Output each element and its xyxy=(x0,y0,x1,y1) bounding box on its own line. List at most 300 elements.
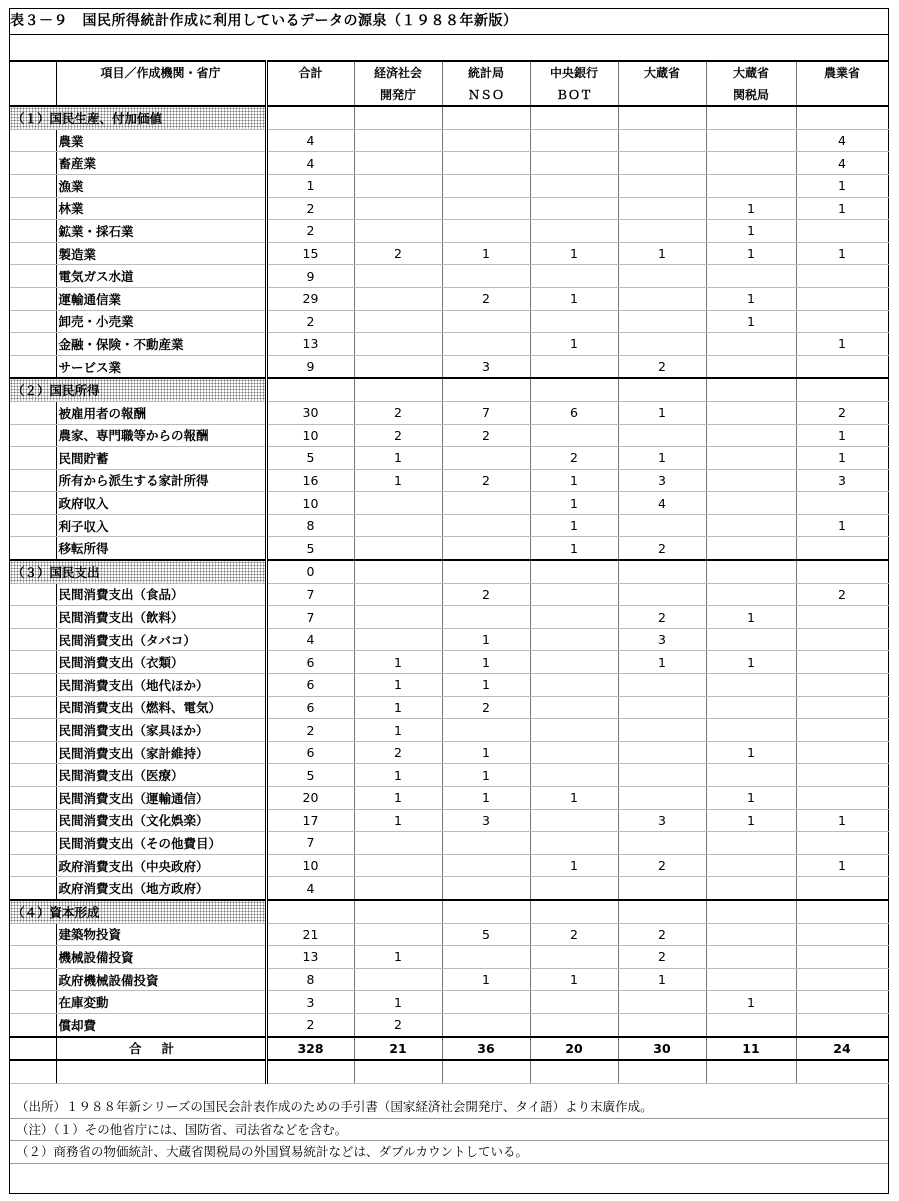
value-cell: 1 xyxy=(354,719,442,742)
value-cell xyxy=(618,560,706,583)
value-cell: 1 xyxy=(706,242,796,265)
value-cell xyxy=(266,900,354,923)
value-cell xyxy=(706,537,796,560)
value-cell xyxy=(530,991,618,1014)
value-cell xyxy=(354,152,442,175)
item-label: 運輸通信業 xyxy=(56,287,266,310)
table-row xyxy=(10,197,888,220)
value-cell: 30 xyxy=(266,401,354,424)
value-cell: 13 xyxy=(266,333,354,356)
value-cell xyxy=(618,424,706,447)
value-cell xyxy=(618,129,706,152)
value-cell: 2 xyxy=(354,741,442,764)
value-cell xyxy=(706,968,796,991)
total-value: 20 xyxy=(530,1037,618,1061)
value-cell: 21 xyxy=(266,923,354,946)
table-row xyxy=(10,242,888,265)
header-nso: ＮＳＯ xyxy=(442,84,530,107)
value-cell: 1 xyxy=(442,628,530,651)
value-cell xyxy=(354,514,442,537)
value-cell: 2 xyxy=(266,197,354,220)
value-cell xyxy=(530,832,618,855)
value-cell xyxy=(706,719,796,742)
table-row xyxy=(10,923,888,946)
blank-cell xyxy=(618,1060,706,1083)
value-cell xyxy=(796,106,888,129)
value-cell xyxy=(796,310,888,333)
table-row xyxy=(10,651,888,674)
item-label: 民間消費支出（タバコ） xyxy=(56,628,266,651)
value-cell: 4 xyxy=(266,628,354,651)
value-cell xyxy=(442,174,530,197)
total-label: 合計 xyxy=(56,1037,266,1061)
value-cell: 2 xyxy=(530,923,618,946)
value-cell xyxy=(442,537,530,560)
value-cell xyxy=(530,424,618,447)
value-cell: 3 xyxy=(442,809,530,832)
item-label: 電気ガス水道 xyxy=(56,265,266,288)
value-cell xyxy=(354,220,442,243)
value-cell xyxy=(354,628,442,651)
value-cell xyxy=(354,106,442,129)
table-row xyxy=(10,968,888,991)
value-cell: 3 xyxy=(266,991,354,1014)
value-cell xyxy=(618,719,706,742)
row-spacer xyxy=(10,583,56,606)
item-label: 被雇用者の報酬 xyxy=(56,401,266,424)
value-cell: 4 xyxy=(618,492,706,515)
value-cell: 2 xyxy=(618,854,706,877)
header-nesdb: 経済社会 xyxy=(354,61,442,84)
value-cell: 4 xyxy=(796,129,888,152)
value-cell xyxy=(354,287,442,310)
value-cell xyxy=(796,741,888,764)
row-spacer xyxy=(10,174,56,197)
blank-cell xyxy=(10,1060,56,1083)
row-spacer xyxy=(10,401,56,424)
value-cell: 1 xyxy=(354,946,442,969)
table-row xyxy=(10,469,888,492)
value-cell: 6 xyxy=(266,696,354,719)
section-label: （１）国民生産、付加価値 xyxy=(10,106,266,129)
value-cell: 1 xyxy=(530,333,618,356)
item-label: サービス業 xyxy=(56,355,266,378)
table-row xyxy=(10,674,888,697)
value-cell: 1 xyxy=(796,333,888,356)
row-spacer xyxy=(10,355,56,378)
value-cell xyxy=(618,787,706,810)
table-row xyxy=(10,877,888,900)
row-spacer xyxy=(10,741,56,764)
value-cell: 1 xyxy=(706,310,796,333)
value-cell: 2 xyxy=(442,583,530,606)
blank-cell xyxy=(56,1060,266,1083)
value-cell: 29 xyxy=(266,287,354,310)
table-row xyxy=(10,946,888,969)
item-label: 償却費 xyxy=(56,1013,266,1036)
row-spacer xyxy=(10,333,56,356)
row-spacer xyxy=(10,447,56,470)
value-cell xyxy=(796,265,888,288)
table-row xyxy=(10,401,888,424)
value-cell xyxy=(442,106,530,129)
value-cell xyxy=(354,877,442,900)
value-cell xyxy=(530,378,618,401)
value-cell: 1 xyxy=(530,469,618,492)
blank-cell xyxy=(530,1060,618,1083)
value-cell xyxy=(442,946,530,969)
value-cell xyxy=(796,378,888,401)
value-cell xyxy=(442,854,530,877)
row-spacer xyxy=(10,674,56,697)
value-cell: 1 xyxy=(796,242,888,265)
item-label: 農業 xyxy=(56,129,266,152)
value-cell: 15 xyxy=(266,242,354,265)
value-cell: 13 xyxy=(266,946,354,969)
item-label: 畜産業 xyxy=(56,152,266,175)
value-cell xyxy=(442,606,530,629)
value-cell: 5 xyxy=(266,537,354,560)
value-cell: 1 xyxy=(618,651,706,674)
value-cell xyxy=(706,696,796,719)
table-row xyxy=(10,787,888,810)
value-cell: 1 xyxy=(706,787,796,810)
value-cell: 2 xyxy=(618,923,706,946)
header-spacer xyxy=(10,61,56,84)
item-label: 民間消費支出（衣類） xyxy=(56,651,266,674)
row-spacer xyxy=(10,628,56,651)
table-row xyxy=(10,492,888,515)
table-row xyxy=(10,310,888,333)
value-cell: 10 xyxy=(266,424,354,447)
value-cell xyxy=(354,606,442,629)
item-label: 政府消費支出（地方政府） xyxy=(56,877,266,900)
value-cell xyxy=(530,220,618,243)
value-cell xyxy=(618,220,706,243)
item-label: 移転所得 xyxy=(56,537,266,560)
value-cell xyxy=(706,854,796,877)
value-cell: 1 xyxy=(706,197,796,220)
value-cell xyxy=(442,877,530,900)
value-cell xyxy=(706,674,796,697)
header-nesdb: 開発庁 xyxy=(354,84,442,107)
item-label: 民間消費支出（地代ほか） xyxy=(56,674,266,697)
row-spacer xyxy=(10,310,56,333)
header-item xyxy=(56,84,266,107)
value-cell xyxy=(354,378,442,401)
row-spacer xyxy=(10,946,56,969)
value-cell xyxy=(618,197,706,220)
item-label: 農家、専門職等からの報酬 xyxy=(56,424,266,447)
value-cell: 2 xyxy=(354,242,442,265)
value-cell: 1 xyxy=(354,809,442,832)
value-cell xyxy=(354,310,442,333)
value-cell xyxy=(796,923,888,946)
header-mof: 大蔵省 xyxy=(618,61,706,84)
value-cell xyxy=(530,174,618,197)
value-cell: 1 xyxy=(530,514,618,537)
value-cell xyxy=(618,741,706,764)
table-row xyxy=(10,741,888,764)
value-cell xyxy=(796,787,888,810)
blank-cell xyxy=(354,1060,442,1083)
value-cell xyxy=(354,537,442,560)
value-cell: 10 xyxy=(266,492,354,515)
value-cell: 1 xyxy=(706,287,796,310)
value-cell xyxy=(530,265,618,288)
value-cell xyxy=(530,1013,618,1036)
value-cell xyxy=(530,946,618,969)
value-cell: 1 xyxy=(618,968,706,991)
table-row xyxy=(10,537,888,560)
total-row xyxy=(10,1037,888,1061)
value-cell xyxy=(706,877,796,900)
section-row xyxy=(10,378,888,401)
table-row xyxy=(10,265,888,288)
row-spacer xyxy=(10,764,56,787)
value-cell xyxy=(706,560,796,583)
value-cell xyxy=(618,265,706,288)
value-cell: 2 xyxy=(618,537,706,560)
value-cell: 2 xyxy=(796,401,888,424)
item-label: 機械設備投資 xyxy=(56,946,266,969)
value-cell: 0 xyxy=(266,560,354,583)
value-cell xyxy=(796,719,888,742)
value-cell: 9 xyxy=(266,265,354,288)
value-cell xyxy=(266,378,354,401)
value-cell: 2 xyxy=(530,447,618,470)
value-cell xyxy=(354,854,442,877)
value-cell xyxy=(530,583,618,606)
value-cell xyxy=(706,946,796,969)
value-cell: 3 xyxy=(442,355,530,378)
value-cell xyxy=(442,152,530,175)
row-spacer xyxy=(10,514,56,537)
value-cell: 5 xyxy=(266,447,354,470)
value-cell xyxy=(442,514,530,537)
value-cell: 1 xyxy=(354,469,442,492)
value-cell: 4 xyxy=(266,877,354,900)
value-cell xyxy=(706,378,796,401)
item-label: 民間消費支出（家具ほか） xyxy=(56,719,266,742)
note-line: （出所）１９８８年新シリーズの国民会計表作成のための手引書（国家経済社会開発庁、タイ語）より末廣作成。 xyxy=(10,1096,888,1119)
value-cell xyxy=(618,378,706,401)
value-cell xyxy=(796,696,888,719)
row-spacer xyxy=(10,265,56,288)
total-value: 30 xyxy=(618,1037,706,1061)
value-cell xyxy=(618,832,706,855)
row-spacer xyxy=(10,220,56,243)
value-cell xyxy=(442,447,530,470)
value-cell xyxy=(354,832,442,855)
row-spacer xyxy=(10,991,56,1014)
value-cell: 1 xyxy=(706,809,796,832)
section-label: （２）国民所得 xyxy=(10,378,266,401)
item-label: 製造業 xyxy=(56,242,266,265)
row-spacer xyxy=(10,787,56,810)
value-cell xyxy=(796,991,888,1014)
value-cell xyxy=(530,560,618,583)
value-cell xyxy=(530,877,618,900)
value-cell xyxy=(706,152,796,175)
value-cell: 1 xyxy=(354,651,442,674)
value-cell: 1 xyxy=(442,968,530,991)
value-cell: 2 xyxy=(618,606,706,629)
item-label: 民間貯蓄 xyxy=(56,447,266,470)
value-cell xyxy=(354,900,442,923)
value-cell xyxy=(796,287,888,310)
row-spacer xyxy=(10,606,56,629)
value-cell xyxy=(442,265,530,288)
row-spacer xyxy=(10,1013,56,1036)
value-cell xyxy=(706,106,796,129)
header-total xyxy=(266,84,354,107)
value-cell: 17 xyxy=(266,809,354,832)
value-cell xyxy=(796,946,888,969)
value-cell: 1 xyxy=(530,854,618,877)
value-cell: 4 xyxy=(796,152,888,175)
value-cell xyxy=(618,991,706,1014)
value-cell xyxy=(706,265,796,288)
table-row xyxy=(10,514,888,537)
row-spacer xyxy=(10,719,56,742)
value-cell xyxy=(530,674,618,697)
value-cell: 20 xyxy=(266,787,354,810)
value-cell xyxy=(354,355,442,378)
table-row xyxy=(10,628,888,651)
note-line: （注）（１）その他省庁には、国防省、司法省などを含む。 xyxy=(10,1119,888,1142)
value-cell xyxy=(618,333,706,356)
item-label: 政府機械設備投資 xyxy=(56,968,266,991)
value-cell xyxy=(442,832,530,855)
row-spacer xyxy=(10,696,56,719)
value-cell xyxy=(706,469,796,492)
value-cell: 2 xyxy=(618,946,706,969)
value-cell: 6 xyxy=(266,741,354,764)
value-cell: 1 xyxy=(354,991,442,1014)
value-cell xyxy=(442,310,530,333)
value-cell xyxy=(530,628,618,651)
value-cell xyxy=(530,900,618,923)
data-source-table xyxy=(10,60,889,1084)
value-cell: 2 xyxy=(266,719,354,742)
table-row xyxy=(10,764,888,787)
table-row xyxy=(10,832,888,855)
value-cell: 1 xyxy=(706,606,796,629)
value-cell xyxy=(796,560,888,583)
value-cell xyxy=(618,174,706,197)
value-cell: 1 xyxy=(530,968,618,991)
value-cell xyxy=(530,764,618,787)
value-cell xyxy=(618,1013,706,1036)
note-line: （２）商務省の物価統計、大蔵省関税局の外国貿易統計などは、ダブルカウントしている。 xyxy=(10,1141,888,1164)
item-label: 在庫変動 xyxy=(56,991,266,1014)
value-cell: 1 xyxy=(266,174,354,197)
value-cell: 2 xyxy=(354,1013,442,1036)
table-row xyxy=(10,287,888,310)
total-value: 21 xyxy=(354,1037,442,1061)
row-spacer xyxy=(10,968,56,991)
value-cell: 1 xyxy=(796,854,888,877)
value-cell: 6 xyxy=(530,401,618,424)
value-cell: 1 xyxy=(530,242,618,265)
value-cell: 1 xyxy=(354,696,442,719)
value-cell xyxy=(530,719,618,742)
value-cell: 2 xyxy=(442,469,530,492)
value-cell xyxy=(706,583,796,606)
table-row xyxy=(10,333,888,356)
value-cell: 1 xyxy=(796,514,888,537)
value-cell xyxy=(618,764,706,787)
row-spacer xyxy=(10,809,56,832)
value-cell xyxy=(354,265,442,288)
value-cell xyxy=(442,1013,530,1036)
value-cell xyxy=(442,492,530,515)
value-cell xyxy=(442,719,530,742)
header-agriculture: 農業省 xyxy=(796,61,888,84)
value-cell xyxy=(530,741,618,764)
value-cell xyxy=(706,129,796,152)
row-spacer xyxy=(10,537,56,560)
blank-cell xyxy=(442,1060,530,1083)
table-row xyxy=(10,719,888,742)
value-cell: 6 xyxy=(266,651,354,674)
value-cell xyxy=(442,220,530,243)
value-cell: 6 xyxy=(266,674,354,697)
value-cell xyxy=(796,606,888,629)
item-label: 政府収入 xyxy=(56,492,266,515)
value-cell xyxy=(354,333,442,356)
value-cell xyxy=(796,900,888,923)
table-row xyxy=(10,696,888,719)
value-cell: 1 xyxy=(706,991,796,1014)
value-cell: 10 xyxy=(266,854,354,877)
value-cell: 2 xyxy=(266,220,354,243)
value-cell xyxy=(796,674,888,697)
value-cell xyxy=(530,310,618,333)
value-cell xyxy=(618,583,706,606)
table-row xyxy=(10,220,888,243)
value-cell xyxy=(796,651,888,674)
header-row xyxy=(10,84,888,107)
value-cell xyxy=(354,174,442,197)
value-cell: 2 xyxy=(354,401,442,424)
row-spacer xyxy=(10,287,56,310)
value-cell: 1 xyxy=(442,242,530,265)
item-label: 卸売・小売業 xyxy=(56,310,266,333)
item-label: 漁業 xyxy=(56,174,266,197)
header-total: 合計 xyxy=(266,61,354,84)
value-cell xyxy=(706,900,796,923)
value-cell: 7 xyxy=(266,832,354,855)
value-cell: 3 xyxy=(618,809,706,832)
value-cell: 4 xyxy=(266,129,354,152)
value-cell xyxy=(442,333,530,356)
value-cell: 3 xyxy=(796,469,888,492)
value-cell xyxy=(266,106,354,129)
table-row xyxy=(10,152,888,175)
value-cell: 1 xyxy=(796,424,888,447)
value-cell: 2 xyxy=(796,583,888,606)
item-label: 民間消費支出（その他費目） xyxy=(56,832,266,855)
table-row xyxy=(10,854,888,877)
value-cell xyxy=(618,310,706,333)
header-bot: ＢＯＴ xyxy=(530,84,618,107)
header-row xyxy=(10,61,888,84)
value-cell xyxy=(706,333,796,356)
value-cell xyxy=(706,628,796,651)
section-row xyxy=(10,106,888,129)
